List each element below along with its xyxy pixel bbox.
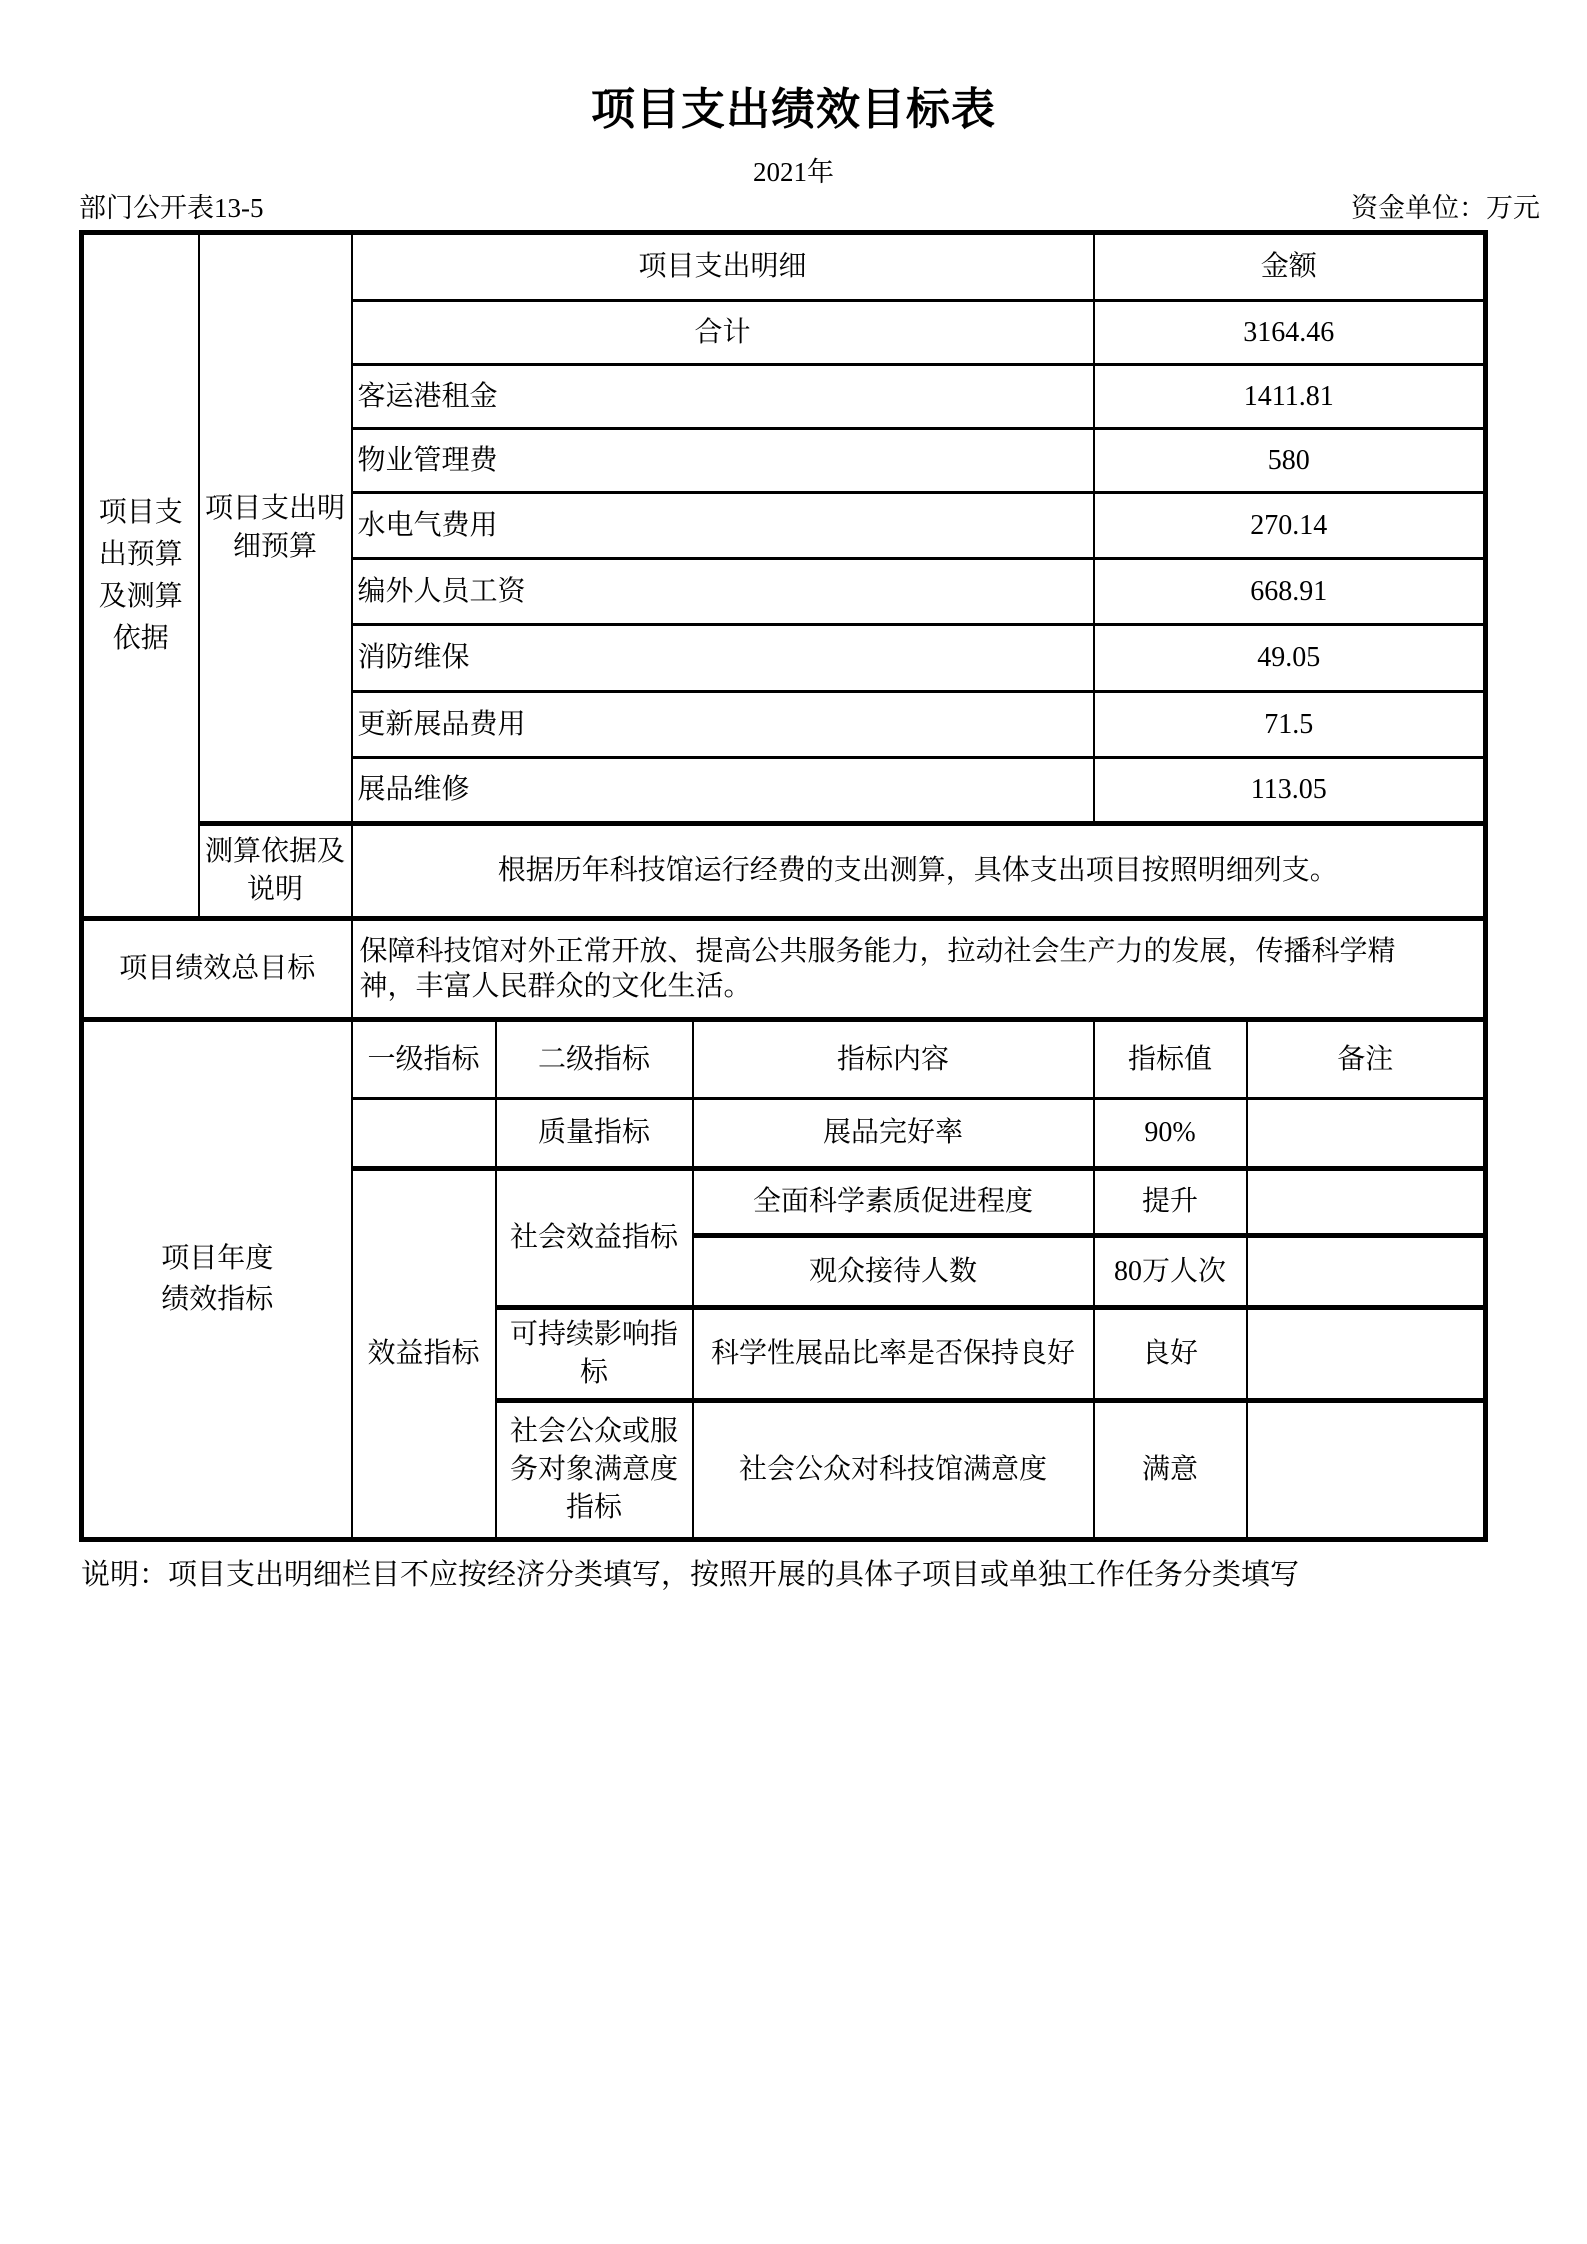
quality-remark-cell bbox=[1247, 1099, 1486, 1169]
basis-label: 测算依据及说明 bbox=[199, 824, 352, 919]
sustainability-remark-cell bbox=[1247, 1308, 1486, 1401]
expense-name: 编外人员工资 bbox=[352, 559, 1094, 625]
column-header-value: 指标值 bbox=[1094, 1020, 1247, 1099]
column-header-level2: 二级指标 bbox=[496, 1020, 693, 1099]
total-label: 合计 bbox=[352, 301, 1094, 365]
satisfaction-label: 社会公众或服务对象满意度指标 bbox=[496, 1401, 693, 1540]
basis-row bbox=[82, 824, 1486, 919]
expense-amount: 580 bbox=[1094, 429, 1486, 493]
social-benefit-content: 观众接待人数 bbox=[693, 1236, 1094, 1308]
expense-name: 客运港租金 bbox=[352, 365, 1094, 429]
column-header-content: 指标内容 bbox=[693, 1020, 1094, 1099]
footer-note: 说明：项目支出明细栏目不应按经济分类填写，按照开展的具体子项目或单独工作任务分类填写 bbox=[81, 1559, 1300, 1591]
column-header-remark: 备注 bbox=[1247, 1020, 1486, 1099]
quality-level1-cell bbox=[352, 1099, 496, 1169]
total-amount: 3164.46 bbox=[1094, 301, 1486, 365]
column-header-amount: 金额 bbox=[1094, 233, 1486, 301]
expense-amount: 668.91 bbox=[1094, 559, 1486, 625]
expense-name: 更新展品费用 bbox=[352, 692, 1094, 758]
annual-indicators-label bbox=[82, 1020, 352, 1540]
page-year: 2021年 bbox=[753, 157, 834, 187]
column-header-level1: 一级指标 bbox=[352, 1020, 496, 1099]
social-benefit-value: 提升 bbox=[1094, 1169, 1247, 1236]
social-benefit-content: 全面科学素质促进程度 bbox=[693, 1169, 1094, 1236]
quality-content: 展品完好率 bbox=[693, 1099, 1094, 1169]
sustainability-label: 可持续影响指标 bbox=[496, 1308, 693, 1401]
sustainability-value: 良好 bbox=[1094, 1308, 1247, 1401]
expense-amount: 1411.81 bbox=[1094, 365, 1486, 429]
basis-content: 根据历年科技馆运行经费的支出测算，具体支出项目按照明细列支。 bbox=[352, 824, 1486, 919]
detail-header-row bbox=[82, 233, 1486, 301]
annual-indicators-label-text: 项目年度绩效指标 bbox=[161, 1242, 274, 1315]
expense-name: 展品维修 bbox=[352, 758, 1094, 824]
social-benefit-remark-cell bbox=[1247, 1169, 1486, 1236]
social-benefit-remark-cell bbox=[1247, 1236, 1486, 1308]
expense-amount: 49.05 bbox=[1094, 625, 1486, 692]
satisfaction-value: 满意 bbox=[1094, 1401, 1247, 1540]
expense-name: 物业管理费 bbox=[352, 429, 1094, 493]
meta-row bbox=[79, 192, 1540, 224]
expense-name: 消防维保 bbox=[352, 625, 1094, 692]
sustainability-content: 科学性展品比率是否保持良好 bbox=[693, 1308, 1094, 1401]
fund-unit-label: 资金单位：万元 bbox=[1351, 193, 1540, 223]
quality-level2-label: 质量指标 bbox=[496, 1099, 693, 1169]
indicator-header-row bbox=[82, 1020, 1486, 1099]
overall-goal-content: 保障科技馆对外正常开放、提高公共服务能力，拉动社会生产力的发展，传播科学精神，丰富人民群众的文化生活。 bbox=[359, 936, 1396, 1002]
page-title: 项目支出绩效目标表 bbox=[591, 85, 996, 134]
overall-goal-label: 项目绩效总目标 bbox=[82, 919, 352, 1020]
benefit-level1-label: 效益指标 bbox=[352, 1169, 496, 1540]
overall-goal-row bbox=[82, 919, 1486, 1020]
performance-target-table bbox=[79, 230, 1488, 1542]
social-benefit-label: 社会效益指标 bbox=[496, 1169, 693, 1308]
column-header-detail: 项目支出明细 bbox=[352, 233, 1094, 301]
satisfaction-content: 社会公众对科技馆满意度 bbox=[693, 1401, 1094, 1540]
social-benefit-value: 80万人次 bbox=[1094, 1236, 1247, 1308]
expense-amount: 270.14 bbox=[1094, 493, 1486, 559]
detail-budget-label: 项目支出明细预算 bbox=[199, 233, 352, 824]
expense-name: 水电气费用 bbox=[352, 493, 1094, 559]
budget-section-label: 项目支出预算及测算依据 bbox=[82, 233, 199, 919]
overall-goal-cell bbox=[352, 919, 1486, 1020]
expense-amount: 71.5 bbox=[1094, 692, 1486, 758]
quality-value: 90% bbox=[1094, 1099, 1247, 1169]
satisfaction-remark-cell bbox=[1247, 1401, 1486, 1540]
sheet-number-label: 部门公开表13-5 bbox=[79, 193, 264, 223]
expense-amount: 113.05 bbox=[1094, 758, 1486, 824]
